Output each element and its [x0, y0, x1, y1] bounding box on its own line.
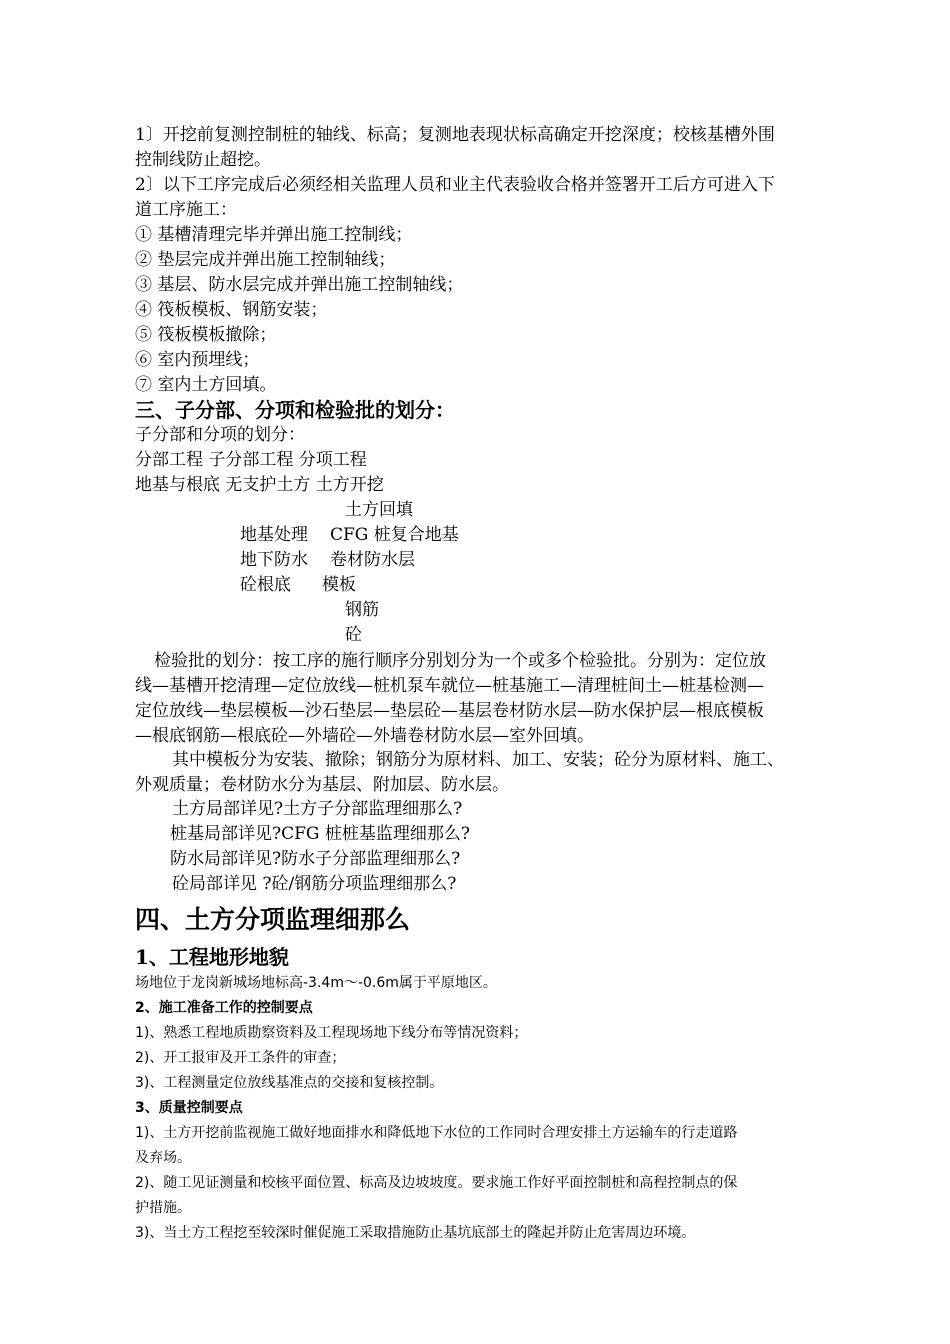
paragraph-1-line-2: 控制线防止超挖。 [135, 150, 271, 170]
step-item: ③ 基层、防水层完成并弹出施工控制轴线； [135, 275, 464, 295]
step-item: ④ 筏板模板、钢筋安装； [135, 300, 328, 320]
reference-line: 桩基局部详见?CFG 桩桩基监理细那么? [170, 824, 471, 844]
division-table-cell: 地基处理 [240, 525, 308, 545]
reference-line: 土方局部详见?土方子分部监理细那么? [172, 799, 463, 819]
subsection-3-item-1-line-1: 1)、土方开挖前监视施工做好地面排水和降低地下水位的工作同时合理安排土方运输车的行走道路 [135, 1125, 738, 1141]
division-table-cell: 土方回填 [345, 500, 413, 520]
subsection-3-item-2-line-2: 护措施。 [135, 1200, 191, 1216]
division-table-header: 分部工程 子分部工程 分项工程 [135, 450, 367, 470]
step-item: ⑥ 室内预埋线； [135, 350, 260, 370]
batch-paragraph-line: 定位放线—垫层模板—沙石垫层—垫层砼—基层卷材防水层—防水保护层—根底模板 [135, 701, 764, 721]
subsection-2-item: 2)、开工报审及开工条件的审查； [135, 1050, 346, 1066]
step-item: ⑤ 筏板模板撤除； [135, 325, 277, 345]
subsection-3-item-3: 3)、当土方工程挖至较深时催促施工采取措施防止基坑底部土的隆起并防止危害周边环境。 [135, 1225, 696, 1241]
subsection-1-title: 1、工程地形地貌 [135, 945, 289, 969]
division-table-cell: 砼根底 [240, 575, 291, 595]
subsection-3-title: 3、质量控制要点 [135, 1100, 243, 1116]
step-item: ② 垫层完成并弹出施工控制轴线； [135, 250, 396, 270]
subsection-1-text: 场地位于龙岗新城场地标高-3.4m～-0.6m属于平原地区。 [135, 975, 497, 991]
step-item: ① 基槽清理完毕并弹出施工控制线； [135, 225, 413, 245]
batch-paragraph-line: —根底钢筋—根底砼—外墙砼—外墙卷材防水层—室外回填。 [135, 726, 594, 746]
batch-paragraph-line: 检验批的划分：按工序的施行顺序分别划分为一个或多个检验批。分别为：定位放 [154, 651, 766, 671]
division-table-cell: 砼 [345, 625, 362, 645]
among-paragraph-line-1: 其中模板分为安装、撤除；钢筋分为原材料、加工、安装；砼分为原材料、施工、 [172, 750, 784, 770]
division-table-cell: 卷材防水层 [330, 550, 415, 570]
division-table-row: 地基与根底 无支护土方 土方开挖 [135, 475, 384, 495]
step-item: ⑦ 室内土方回填。 [135, 375, 277, 395]
division-table-cell: CFG 桩复合地基 [330, 525, 459, 545]
section-heading-4: 四、土方分项监理细那么 [135, 905, 411, 934]
among-paragraph-line-2: 外观质量；卷材防水分为基层、附加层、防水层。 [135, 775, 509, 795]
section-heading-3: 三、子分部、分项和检验批的划分： [135, 398, 455, 422]
paragraph-2-line-1: 2〕以下工序完成后必须经相关监理人员和业主代表验收合格并签署开工后方可进入下 [135, 175, 775, 195]
division-table-cell: 钢筋 [345, 600, 379, 620]
batch-paragraph-line: 线—基槽开挖清理—定位放线—桩机泵车就位—桩基施工—清理桩间土—桩基检测— [135, 676, 764, 696]
subsection-3-item-2-line-1: 2)、随工见证测量和校核平面位置、标高及边坡坡度。要求施工作好平面控制桩和高程控制点的保 [135, 1175, 738, 1191]
subsection-2-item: 1)、熟悉工程地质勘察资料及工程现场地下线分布等情况资料； [135, 1025, 528, 1041]
paragraph-2-line-2: 道工序施工： [135, 200, 237, 220]
division-table-cell: 模板 [322, 575, 356, 595]
subsection-intro: 子分部和分项的划分： [135, 425, 305, 445]
subsection-3-item-1-line-2: 及弃场。 [135, 1150, 191, 1166]
subsection-2-item: 3)、工程测量定位放线基准点的交接和复核控制。 [135, 1075, 444, 1091]
paragraph-1-line-1: 1〕开挖前复测控制桩的轴线、标高；复测地表现状标高确定开挖深度；校核基槽外围 [135, 125, 775, 145]
subsection-2-title: 2、施工准备工作的控制要点 [135, 1000, 313, 1016]
reference-line: 防水局部详见?防水子分部监理细那么? [170, 849, 461, 869]
reference-line: 砼局部详见 ?砼/钢筋分项监理细那么? [172, 874, 457, 894]
division-table-cell: 地下防水 [240, 550, 308, 570]
